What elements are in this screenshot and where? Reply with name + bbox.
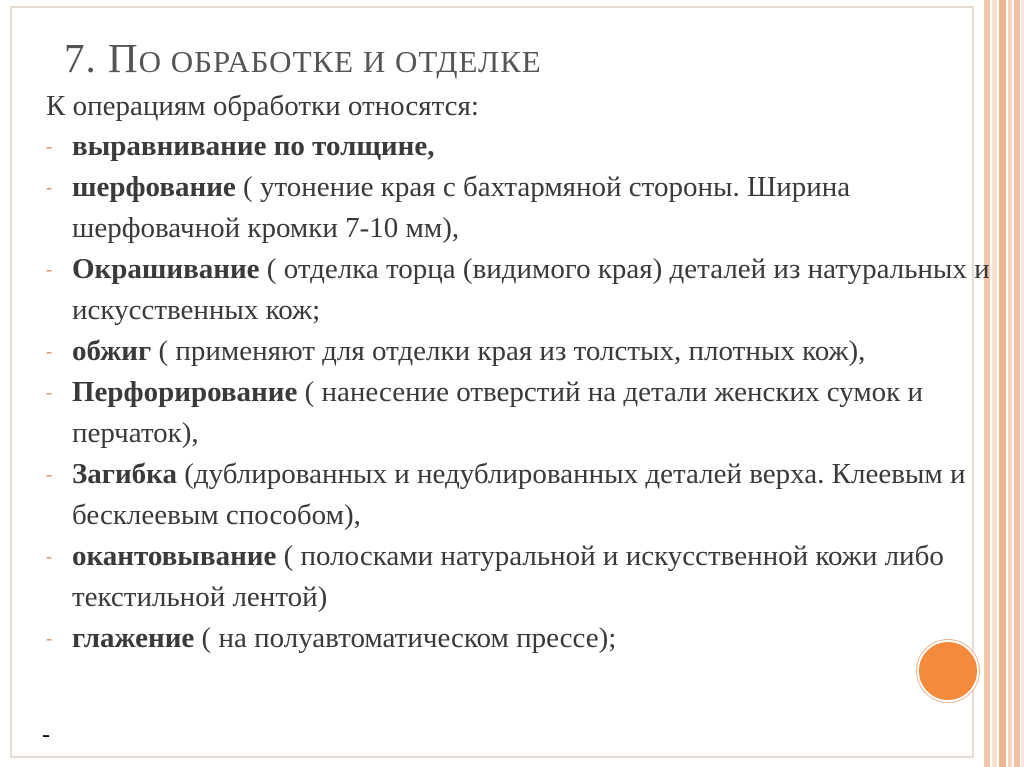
- list-item: [46, 536, 996, 618]
- list-item: [46, 331, 996, 372]
- item-description: ( отделка торца (видимого края) деталей из натуральных и искусственных кож;: [72, 253, 990, 326]
- bullet-dash: -: [46, 177, 52, 197]
- item-description: ( полосками натуральной и искусственной кожи либо текстильной лентой): [72, 540, 944, 613]
- bullet-dash: -: [46, 464, 52, 484]
- list-item: [46, 249, 996, 331]
- item-term: Перфорирование: [72, 376, 298, 408]
- item-term: окантовывание: [72, 540, 277, 572]
- list-item: [46, 618, 996, 659]
- bullet-dash: -: [46, 628, 52, 648]
- item-description: ( на полуавтоматическом прессе);: [194, 622, 617, 654]
- stripe: [999, 0, 1006, 767]
- item-term: выравнивание по толщине,: [72, 130, 435, 162]
- item-description: ( нанесение отверстий на детали женских сумок и перчаток),: [72, 376, 924, 449]
- intro-text: К операциям обработки относятся:: [46, 90, 479, 122]
- bullet-dash: -: [46, 136, 52, 156]
- item-description: ( утонение края с бахтармяной стороны. Ширина шерфовачной кромки 7-10 мм),: [72, 171, 851, 244]
- title-number: 7. П: [64, 35, 139, 81]
- list-item: [46, 126, 996, 167]
- trailing-dash: -: [42, 722, 50, 748]
- bullet-dash: -: [46, 382, 52, 402]
- slide-title: [64, 34, 542, 82]
- item-term: обжиг: [72, 335, 152, 367]
- orange-circle-decoration: [917, 640, 979, 702]
- item-description: ( применяют для отделки края из толстых, плотных кож),: [151, 335, 866, 367]
- stripe: [1014, 0, 1020, 767]
- stripe: [1008, 0, 1012, 767]
- item-term: Окрашивание: [72, 253, 260, 285]
- item-term: глажение: [72, 622, 195, 654]
- bullet-dash: -: [46, 341, 52, 361]
- list-item: [46, 454, 996, 536]
- bullet-dash: -: [46, 546, 52, 566]
- bullet-dash: -: [46, 259, 52, 279]
- item-term: Загибка: [72, 458, 177, 490]
- list-item: [46, 167, 996, 249]
- item-term: шерфование: [72, 171, 236, 203]
- title-rest: О ОБРАБОТКЕ И ОТДЕЛКЕ: [138, 44, 542, 79]
- list-item: [46, 372, 996, 454]
- slide-body: [46, 86, 996, 659]
- item-description: (дублированных и недублированных деталей верха. Клеевым и бесклеевым способом),: [72, 458, 966, 531]
